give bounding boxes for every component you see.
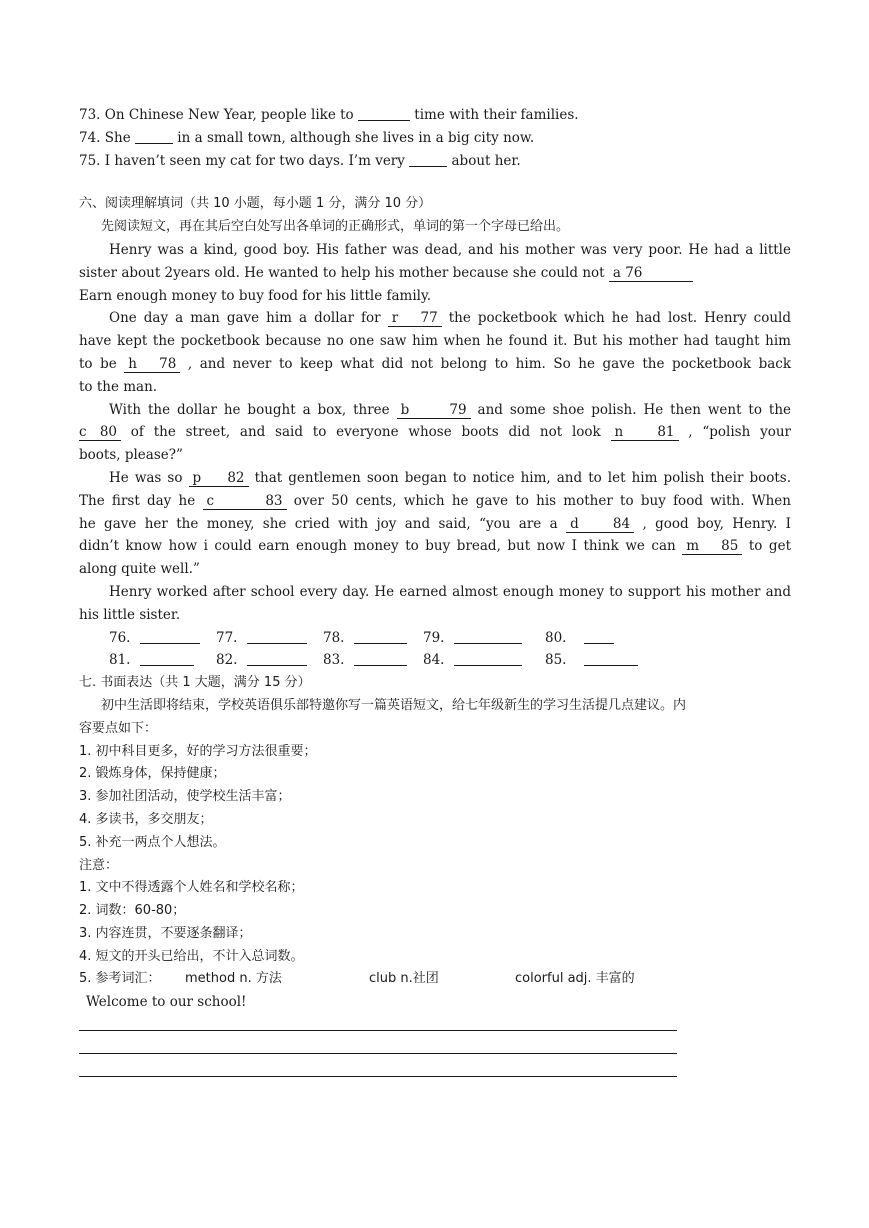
blank-85[interactable]: m 85: [682, 538, 742, 555]
passage-line: Henry worked after school every day. He earned almost enough money to support his mother and: [109, 583, 791, 600]
answer-row-2: 81. 82. 83. 84. 85.: [79, 649, 791, 672]
blank-81[interactable]: n 81: [611, 424, 679, 441]
blank-84[interactable]: d 84: [566, 516, 634, 533]
passage-line: With the dollar he bought a box, three b 79 and some shoe polish. He then went to the: [109, 401, 791, 418]
section-6-instruction: 先阅读短文，再在其后空白处写出各单词的正确形式，单词的第一个字母已给出。: [101, 219, 570, 235]
passage-line: to be h 78 , and never to keep what did not belong to him. So he gave the pocketbook back: [79, 355, 791, 372]
blank-77[interactable]: r 77: [388, 310, 442, 327]
vocab-item: colorful adj. 丰富的: [515, 971, 635, 987]
passage-line: along quite well.”: [79, 561, 200, 578]
blank-80[interactable]: c 80: [79, 424, 121, 441]
question-73: [79, 104, 791, 127]
answer-line-82[interactable]: [247, 649, 307, 666]
point-item: 5. 补充一两点个人想法。: [79, 834, 226, 850]
question-text: 75. I haven’t seen my cat for two days. I’m very: [79, 152, 405, 169]
question-75: [79, 150, 791, 173]
writing-opening: Welcome to our school!: [86, 994, 247, 1011]
point-item: 3. 参加社团活动，使学校生活丰富；: [79, 789, 291, 805]
section-6-title: 六、阅读理解填词（共 10 小题，每小题 1 分，满分 10 分）: [79, 196, 432, 212]
note-item: 1. 文中不得透露个人姓名和学校名称；: [79, 880, 304, 896]
question-text: 73. On Chinese New Year, people like to: [79, 107, 354, 123]
passage-line: The first day he c 83 over 50 cents, which he gave to his mother to buy food with. When: [79, 492, 791, 509]
passage-line: Henry was a kind, good boy. His father was dead, and his mother was very poor. He had a little: [109, 241, 791, 258]
answer-line-76[interactable]: [140, 627, 200, 644]
point-item: 1. 初中科目更多，好的学习方法很重要；: [79, 743, 317, 759]
answer-line-77[interactable]: [247, 627, 307, 644]
passage-line: have kept the pocketbook because no one saw him when he found it. But his mother had taught him: [79, 333, 791, 350]
answer-line-83[interactable]: [354, 649, 407, 666]
question-74: [79, 127, 791, 150]
answer-line-78[interactable]: [354, 627, 407, 644]
note-item: 4. 短文的开头已给出，不计入总词数。: [79, 948, 304, 964]
writing-intro: 初中生活即将结束，学校英语俱乐部特邀你写一篇英语短文，给七年级新生的学习生活提几点建议。内: [101, 697, 687, 713]
blank-76[interactable]: a 76: [609, 265, 693, 282]
blank-78[interactable]: h 78: [124, 356, 180, 373]
passage-line: he gave her the money, she cried with joy and said, “you are a d 84 , good boy, Henry. I: [79, 515, 791, 532]
point-item: 2. 锻炼身体，保持健康；: [79, 766, 226, 782]
answer-line-80[interactable]: [584, 627, 614, 644]
answer-blank[interactable]: [358, 105, 410, 121]
answer-row-1: 76. 77. 78. 79. 80.: [79, 627, 791, 650]
passage-line: his little sister.: [79, 606, 181, 623]
writing-line[interactable]: [79, 1076, 677, 1077]
question-text: time with their families.: [414, 107, 579, 123]
note-item: 3. 内容连贯，不要逐条翻译；: [79, 925, 252, 941]
vocab-item: method n. 方法: [185, 971, 282, 987]
passage-line: Earn enough money to buy food for his little family.: [79, 287, 432, 304]
note-item: 2. 词数：60-80；: [79, 903, 186, 919]
question-text: in a small town, although she lives in a big city now.: [177, 129, 535, 146]
passage-line: One day a man gave him a dollar for r 77 the pocketbook which he had lost. Henry could: [109, 310, 791, 327]
answer-blank[interactable]: [409, 151, 447, 167]
question-text: 74. She: [79, 129, 131, 146]
passage-line: boots, please?”: [79, 447, 183, 464]
passage-line: didn’t know how i could earn enough money to buy bread, but now I think we can m 85 to get: [79, 538, 791, 555]
vocab-line: 5. 参考词汇： method n. 方法 club n.社团 colorful adj. 丰富的: [79, 968, 791, 991]
answer-line-84[interactable]: [454, 649, 522, 666]
note-label: 注意：: [79, 857, 119, 873]
passage-line: to the man.: [79, 378, 158, 395]
blank-79[interactable]: b 79: [397, 402, 471, 419]
blank-82[interactable]: p 82: [189, 470, 249, 487]
section-7-title: 七. 书面表达（共 1 大题，满分 15 分）: [79, 675, 311, 691]
passage-line: c 80 of the street, and said to everyone whose boots did not look n 81 , “polish your: [79, 424, 791, 441]
passage-line: sister about 2years old. He wanted to help his mother because she could not a 76: [79, 262, 791, 285]
vocab-item: club n.社团: [369, 971, 439, 987]
answer-line-79[interactable]: [454, 627, 522, 644]
passage-line: He was so p 82 that gentlemen soon began to notice him, and to let him polish their boots.: [109, 469, 792, 486]
point-item: 4. 多读书，多交朋友；: [79, 811, 213, 827]
answer-blank[interactable]: [135, 128, 173, 144]
exam-page: [79, 104, 791, 1077]
answer-line-85[interactable]: [584, 649, 638, 666]
question-text: about her.: [451, 152, 521, 169]
answer-line-81[interactable]: [140, 649, 194, 666]
blank-83[interactable]: c 83: [203, 493, 287, 510]
writing-intro: 容要点如下：: [79, 720, 158, 736]
